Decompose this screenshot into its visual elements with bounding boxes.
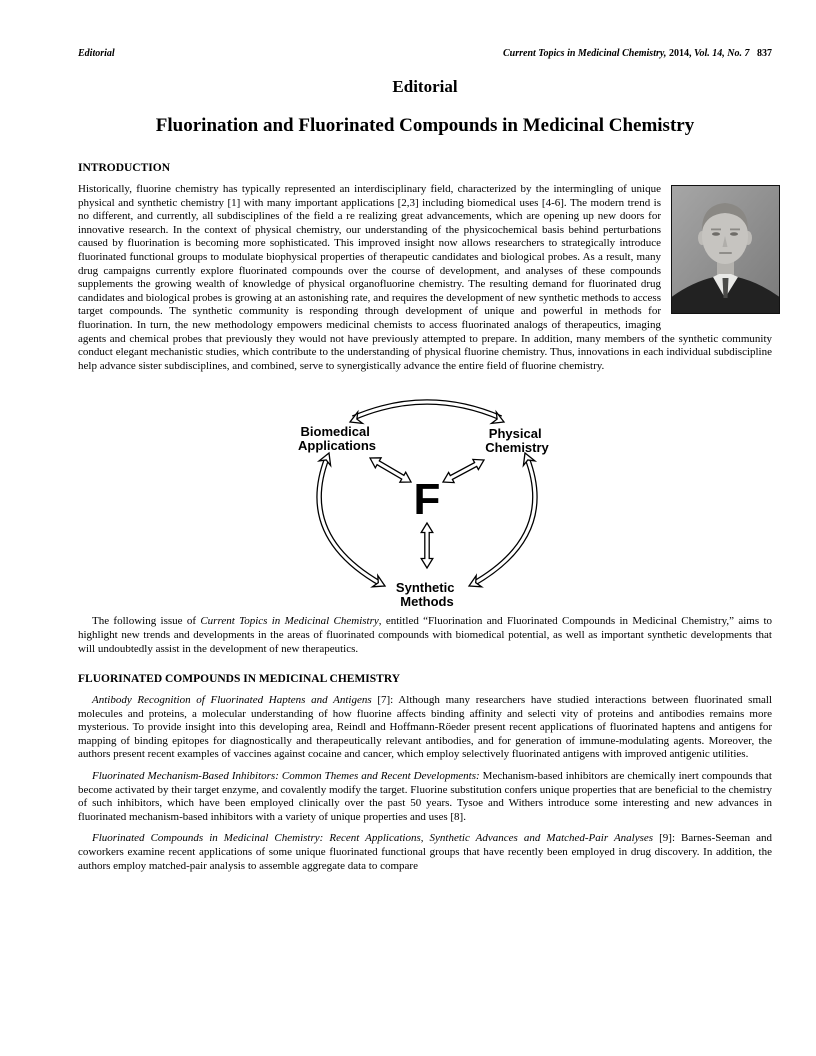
double-arrow: [370, 458, 411, 482]
text-run: [7]: Although many researchers have studied interactions between fluorinated small molecules and proteins, a molecular understanding of how fluorine affects binding affinity and selecti vity of proteins and antibodies remains more mysterious. To provide insight into this developing area, Reindl and Hoffmann-Röeder present recent applications of fluorinated haptens and antigens for mapping of binding epitopes for diagnostically and therapeutically relevant antibodies, and for generation of immune-modulating agents. Moreover, the authors present recent examples of vaccines against cocaine and cancer, which employ selectively fluorinated antigens with improved antigenic utilities.: [78, 694, 773, 761]
text-run: Mechanism-based inhibitors are chemically inert compounds that become activated by their target enzyme, and covalently modify the target. Fluorine substitution confers unique properties that are beneficial to the chemistry of such inhibitors, which have been employed clinically over the past 50 years. Tysoe and Withers introduce some interesting and new advances in fluorinated mechanism-based inhibitors with a variety of unique properties and uses [8].: [78, 770, 772, 823]
text-run: Fluorinated Mechanism-Based Inhibitors: Common Themes and Recent Developments:: [92, 770, 480, 783]
text-run: 837: [749, 48, 772, 59]
editorial-title: Editorial: [392, 77, 458, 96]
introduction-text: Historically, fluorine chemistry has typically represented an interdisciplinary field, characterized by the intermingling of unique physical and synthetic chemistry [1] with many important applications [2,3] including biomedical uses [4-6]. The modern trend is no different, and currently, all subdisciplines of the field a re realizing great advancements, which are opening up new doors for innovative research. In the context of physical chemistry, our understanding of the physicochemical basis behind perturbations caused by fluorination is becoming more sophisticated. This improved insight now allows researchers to strategically introduce fluorinated functional groups to modulate biophysical properties of therapeutic candidates and biological probes. As a result, many drug campaigns currently explore fluorinated compounds over the course of development, and analyses of these compounds supplements the growing wealth of knowledge of physical organofluorine chemistry. The resulting demand for fluorinated drug candidates and biological probes is growing at an astonishing rate, and requires the development of new synthetic methods to access target compounds. The synthetic community is responding through development of unique and powerful in methods for fluorination. In turn, the new methodology empowers medicinal chemists to access fluorinated analogs of therapeutics, imaging agents and chemical probes that previously they would not have previously attempted to prepare. In addition, many members of the synthetic community conduct elegant mechanistic studies, which contribute to the understanding of physical fluorine chemistry. Thus, innovations in each individual subdiscipline help advance sister subdisciplines, and combined, serve to synergistically advance the entire field of fluorine chemistry.: [78, 183, 772, 372]
text-run: , entitled “Fluorination and Fluorinated Compounds in Medicinal Chemistry,” aims to highlight new trends and developments in the areas of fluorinated compounds with biomedical potential, as well as important synthetic developments that will undoubtedly assist in the development of new therapeutics.: [78, 615, 772, 655]
text-run: Current Topics in Medicinal Chemistry: [200, 615, 379, 628]
text-run: Vol. 14, No. 7: [693, 48, 750, 59]
author-portrait-image: [672, 186, 779, 313]
introduction-paragraph: [78, 183, 772, 373]
author-photo: [671, 185, 780, 314]
running-header-left: Editorial: [78, 48, 115, 59]
fluorine-diagram: [275, 386, 575, 610]
text-run: 2014,: [668, 48, 694, 59]
diagram-node-biomedical: Biomedical Applications: [297, 424, 377, 454]
paragraph-mechanism-based-inhibitors: [78, 770, 772, 824]
fluorinated-section-heading: FLUORINATED COMPOUNDS IN MEDICINAL CHEMISTRY: [78, 673, 401, 686]
diagram-node-physical: Physical Chemistry: [485, 426, 549, 456]
text-run: [9]: Barnes-Seeman and coworkers examine recent applications of some unique fluorinated functional groups that have recently been employed in drug discovery. In addition, the authors employ matched-pair analysis to assemble aggregate data to compare: [78, 832, 772, 872]
paragraph-matched-pair-analyses: [78, 832, 772, 873]
fluorine-diagram-svg: [275, 386, 575, 610]
paragraph-antibody-recognition: [78, 694, 772, 762]
introduction-heading: INTRODUCTION: [78, 162, 171, 174]
double-arrow: [443, 460, 484, 483]
journal-citation: [503, 48, 772, 59]
text-run: Fluorinated Compounds in Medicinal Chemistry: Recent Applications, Synthetic Advances and Matched-Pair Analyses: [92, 832, 654, 845]
double-arrow: [421, 523, 433, 568]
text-run: Antibody Recognition of Fluorinated Haptens and Antigens: [92, 694, 372, 707]
article-title: Fluorination and Fluorinated Compounds in Medicinal Chemistry: [155, 115, 695, 136]
diagram-node-synthetic: Synthetic Methods: [395, 580, 455, 610]
text-run: The following issue of: [92, 615, 201, 628]
running-header: [78, 48, 772, 59]
diagram-center-f: F: [413, 475, 441, 525]
text-run: Current Topics in Medicinal Chemistry,: [502, 48, 669, 59]
following-issue-paragraph: [78, 615, 772, 656]
